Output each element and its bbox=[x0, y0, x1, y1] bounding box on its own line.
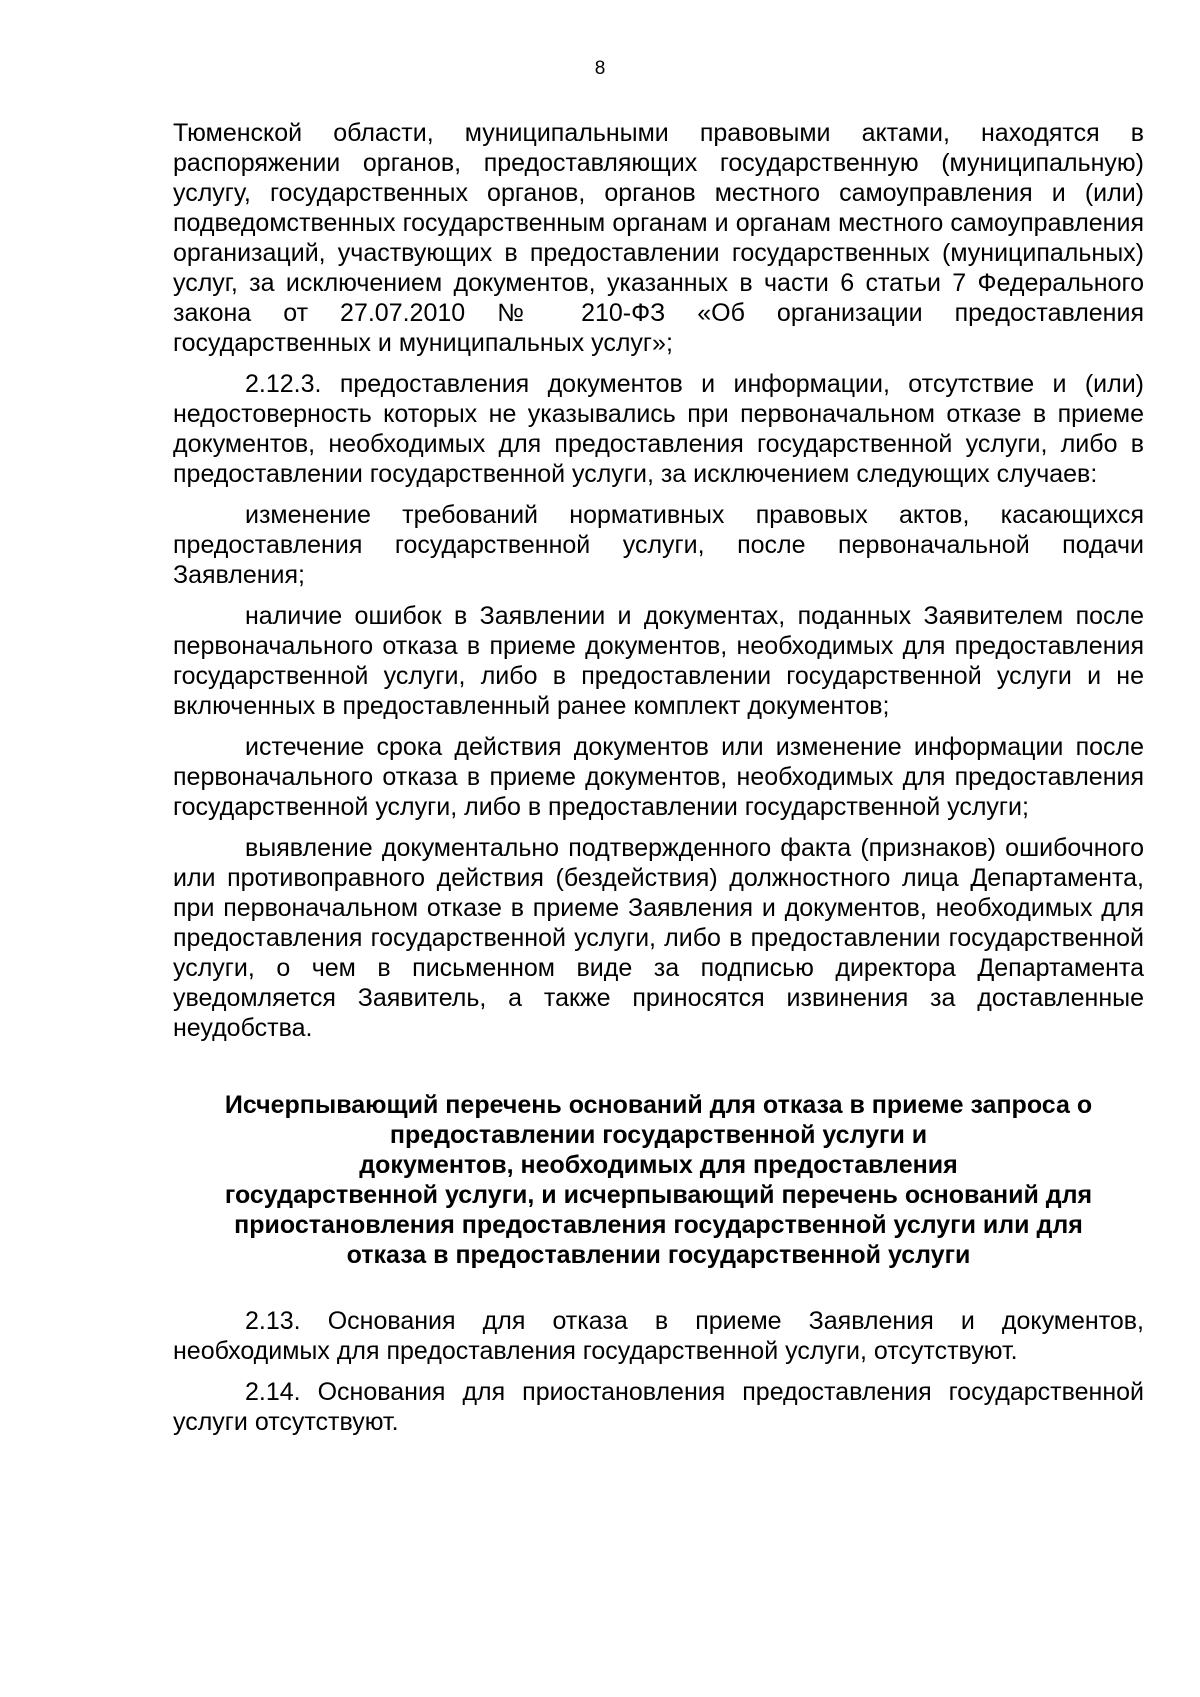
page-number: 8 bbox=[594, 58, 606, 79]
heading-line: документов, необходимых для предоставления bbox=[359, 1151, 958, 1179]
heading-line: приостановления предоставления государственной услуги или для bbox=[234, 1211, 1083, 1239]
paragraph-continuation: Тюменской области, муниципальными правовыми актами, находятся в распоряжении органов, предоставляющих государственную (муниципальную) услугу, государственных органов, органов местного самоуправления и (или) подведомственных государственным органам и органам местного самоуправления организаций, участвующих в предоставлении государственных (муниципальных) услуг, за исключением документов, указанных в части 6 статьи 7 Федерального закона от 27.07.2010 № 210-ФЗ «Об организации предоставления государственных и муниципальных услуг»; bbox=[173, 119, 1144, 357]
paragraph-case-errors: наличие ошибок в Заявлении и документах, поданных Заявителем после первоначального отказа в приеме документов, необходимых для предоставления государственной услуги, либо в предоставлении государственной услуги и не включенных в предоставленный ранее комплект документов; bbox=[173, 602, 1144, 720]
paragraph-2-12-3: 2.12.3. предоставления документов и информации, отсутствие и (или) недостоверность которых не указывались при первоначальном отказе в приеме документов, необходимых для предоставления государственной услуги, либо в предоставлении государственной услуги, за исключением следующих случаев: bbox=[173, 370, 1144, 488]
paragraph-2-13: 2.13. Основания для отказа в приеме Заявления и документов, необходимых для предоставления государственной услуги, отсутствуют. bbox=[173, 1307, 1144, 1365]
heading-line: государственной услуги, и исчерпывающий перечень оснований для bbox=[224, 1181, 1093, 1209]
paragraph-case-misconduct: выявление документально подтвержденного факта (признаков) ошибочного или противоправного действия (бездействия) должностного лица Департамента, при первоначальном отказе в приеме Заявления и документов, необходимых для предоставления государственной услуги, либо в предоставлении государственной услуги, о чем в письменном виде за подписью директора Департамента уведомляется Заявитель, а также приносятся извинения за доставленные неудобства. bbox=[173, 834, 1144, 1042]
section-heading bbox=[173, 1090, 1144, 1270]
heading-line: отказа в предоставлении государственной услуги bbox=[346, 1241, 971, 1269]
heading-line: Исчерпывающий перечень оснований для отказа в приеме запроса о bbox=[224, 1091, 1093, 1119]
heading-line: предоставлении государственной услуги и bbox=[389, 1121, 928, 1149]
paragraph-case-expiration: истечение срока действия документов или изменение информации после первоначального отказа в приеме документов, необходимых для предоставления государственной услуги, либо в предоставлении государственной услуги; bbox=[173, 733, 1144, 821]
paragraph-2-14: 2.14. Основания для приостановления предоставления государственной услуги отсутствуют. bbox=[173, 1378, 1144, 1436]
paragraph-case-requirements-change: изменение требований нормативных правовых актов, касающихся предоставления государственной услуги, после первоначальной подачи Заявления; bbox=[173, 501, 1144, 589]
document-body bbox=[173, 118, 1144, 1448]
